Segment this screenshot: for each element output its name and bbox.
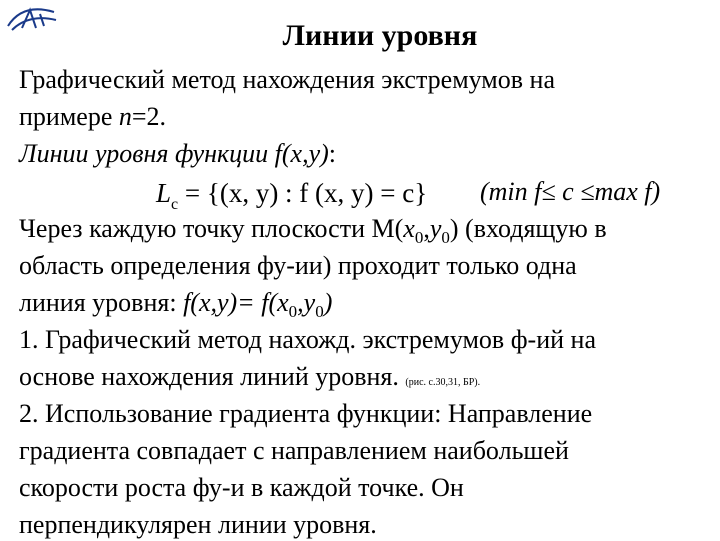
text-line-1: Графический метод нахождения экстремумов на [19,65,555,94]
text-line-6: область определения фу-ии) проходит только одна [19,251,577,280]
figure-reference: (рис. с.30,31, БР). [405,377,481,388]
text-line-11: градиента совпадает с направлением наибольшей [19,436,569,465]
text-line-3: Линии уровня функции f(x,y): [19,139,337,168]
condition-text: (min f≤ c ≤max f) [480,177,661,206]
text-line-5: Через каждую точку плоскости $М(x_0,y_0)$ (входящую в [19,214,607,247]
text-line-7: линия уровня: $f(x,y)= f(x_0,y_0)$ [19,288,333,321]
text-line-10: 2. Использование градиента функции: Направление [19,399,593,428]
text-line-8: 1. Графический метод нахожд. экстремумов ф-ий на [19,325,596,354]
text-line-2: примере n=2. [19,102,167,131]
text-line-13: перпендикулярен линии уровня. [19,510,377,539]
level-set-formula: $L_c = \{(x$, y) : f (x, y) = c} [156,178,428,213]
text-line-12: скорости роста фу-и в каждой точке. Он [19,473,464,502]
page-title: Линии уровня [282,19,478,52]
text-line-9: основе нахождения линий уровня. (рис. с.30,31, БР). [19,362,481,391]
